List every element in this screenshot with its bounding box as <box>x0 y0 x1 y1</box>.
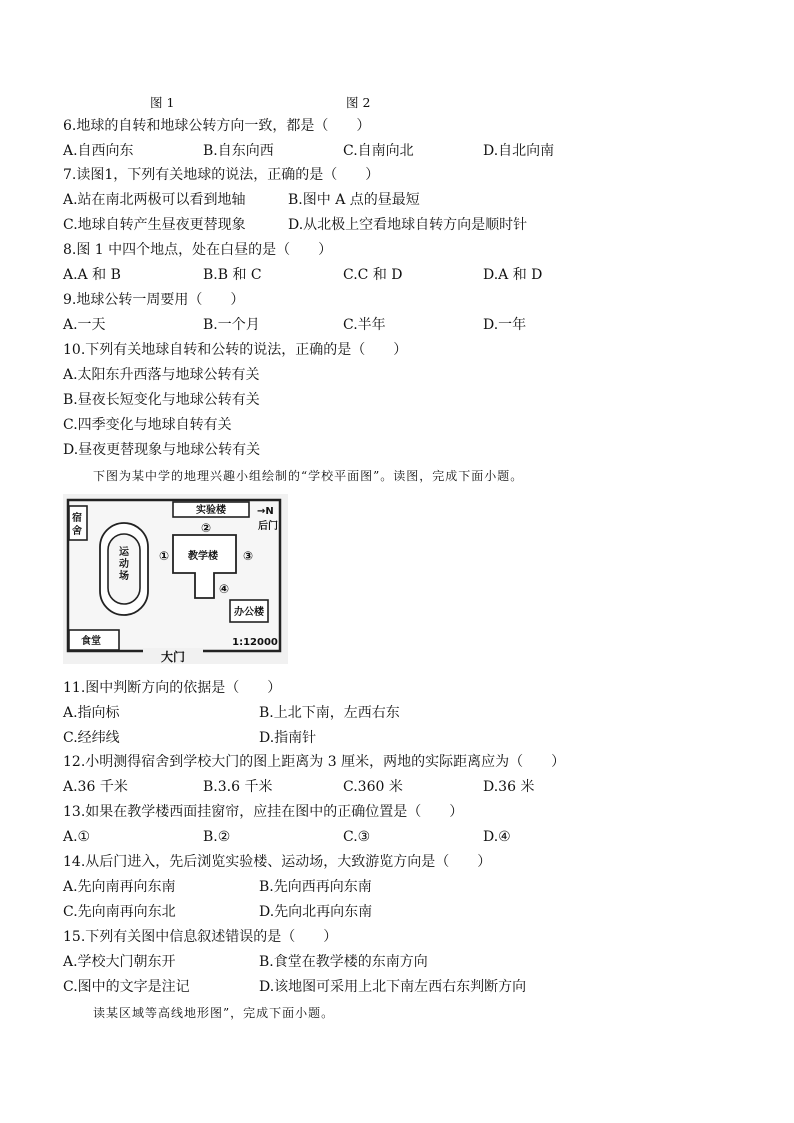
question-9-option-d: D.一年 <box>483 317 527 333</box>
question-14-option-c: C.先向南再向东北 <box>63 904 176 920</box>
question-14-option-d: D.先向北再向东南 <box>259 904 373 920</box>
question-7-option-a: A.站在南北两极可以看到地轴 <box>63 192 246 208</box>
main-gate-label: 大门 <box>160 650 186 664</box>
lab-building-label: 实验楼 <box>196 505 226 516</box>
question-6-option-b: B.自东向西 <box>203 143 274 159</box>
question-15-stem: 15.下列有关图中信息叙述错误的是（ ） <box>63 929 338 945</box>
question-13-option-d: D.④ <box>483 829 511 845</box>
map-intro-text: 下图为某中学的地理兴趣小组绘制的“学校平面图”。读图，完成下面小题。 <box>93 469 524 483</box>
teaching-building-label: 教学楼 <box>188 551 218 562</box>
question-12-option-d: D.36 米 <box>483 779 535 795</box>
question-8-option-c: C.C 和 D <box>343 267 403 283</box>
marker-2: ② <box>201 521 212 535</box>
question-12-stem: 12.小明测得宿舍到学校大门的图上距离为 3 厘米，两地的实际距离应为（ ） <box>63 754 566 770</box>
question-11-option-a: A.指向标 <box>63 705 120 721</box>
question-12-option-a: A.36 千米 <box>63 779 128 795</box>
question-9-option-c: C.半年 <box>343 317 386 333</box>
question-14-option-b: B.先向西再向东南 <box>259 879 372 895</box>
question-10-stem: 10.下列有关地球自转和公转的说法，正确的是（ ） <box>63 342 408 358</box>
question-15-option-b: B.食堂在教学楼的东南方向 <box>259 954 428 970</box>
question-11-option-d: D.指南针 <box>259 730 317 746</box>
playground-label: 运动场 <box>119 547 129 582</box>
question-14-option-a: A.先向南再向东南 <box>63 879 176 895</box>
question-10-option-d: D.昼夜更替现象与地球公转有关 <box>63 442 261 458</box>
question-10-option-b: B.昼夜长短变化与地球公转有关 <box>63 392 260 408</box>
question-13-option-a: A.① <box>63 829 91 845</box>
question-9-stem: 9.地球公转一周要用（ ） <box>63 292 245 308</box>
school-plan-map <box>63 494 288 664</box>
question-7-option-c: C.地球自转产生昼夜更替现象 <box>63 217 246 233</box>
question-11-stem: 11.图中判断方向的依据是（ ） <box>63 680 282 696</box>
question-8-stem: 8.图 1 中四个地点，处在白昼的是（ ） <box>63 242 333 258</box>
question-13-option-c: C.③ <box>343 829 371 845</box>
question-12-option-b: B.3.6 千米 <box>203 779 273 795</box>
question-15-option-c: C.图中的文字是注记 <box>63 979 190 995</box>
question-15-option-a: A.学校大门朝东开 <box>63 954 176 970</box>
north-arrow-icon: →N <box>257 506 274 517</box>
question-9-option-b: B.一个月 <box>203 317 260 333</box>
marker-1: ① <box>159 549 170 563</box>
question-7-option-b: B.图中 A 点的昼最短 <box>288 192 420 208</box>
question-10-option-a: A.太阳东升西落与地球公转有关 <box>63 367 260 383</box>
canteen-label: 食堂 <box>81 636 101 647</box>
back-gate-label: 后门 <box>258 521 278 532</box>
question-14-stem: 14.从后门进入，先后浏览实验楼、运动场，大致游览方向是（ ） <box>63 854 492 870</box>
question-13-option-b: B.② <box>203 829 231 845</box>
question-15-option-d: D.该地图可采用上北下南左西右东判断方向 <box>259 979 527 995</box>
question-8-option-d: D.A 和 D <box>483 267 543 283</box>
figure-2-caption: 图 2 <box>346 95 371 110</box>
question-9-option-a: A.一天 <box>63 317 106 333</box>
office-building-label: 办公楼 <box>234 607 264 618</box>
question-8-option-b: B.B 和 C <box>203 267 262 283</box>
question-12-option-c: C.360 米 <box>343 779 403 795</box>
dormitory-label: 宿舍 <box>72 513 82 537</box>
question-6-option-d: D.自北向南 <box>483 143 555 159</box>
question-11-option-b: B.上北下南，左西右东 <box>259 705 400 721</box>
question-11-option-c: C.经纬线 <box>63 730 120 746</box>
marker-3: ③ <box>243 549 254 563</box>
question-7-option-d: D.从北极上空看地球自转方向是顺时针 <box>288 217 528 233</box>
question-6-option-c: C.自南向北 <box>343 143 414 159</box>
question-10-option-c: C.四季变化与地球自转有关 <box>63 417 232 433</box>
marker-4: ④ <box>219 582 230 596</box>
question-7-stem: 7.读图1，下列有关地球的说法，正确的是（ ） <box>63 167 380 183</box>
question-6-stem: 6.地球的自转和地球公转方向一致，都是（ ） <box>63 118 371 134</box>
figure-1-caption: 图 1 <box>150 95 175 110</box>
contour-map-intro-text: 读某区域等高线地形图”，完成下面小题。 <box>93 1006 335 1020</box>
question-6-option-a: A.自西向东 <box>63 143 134 159</box>
map-scale: 1:12000 <box>232 637 278 648</box>
question-13-stem: 13.如果在教学楼西面挂窗帘，应挂在图中的正确位置是（ ） <box>63 804 464 820</box>
question-8-option-a: A.A 和 B <box>63 267 121 283</box>
